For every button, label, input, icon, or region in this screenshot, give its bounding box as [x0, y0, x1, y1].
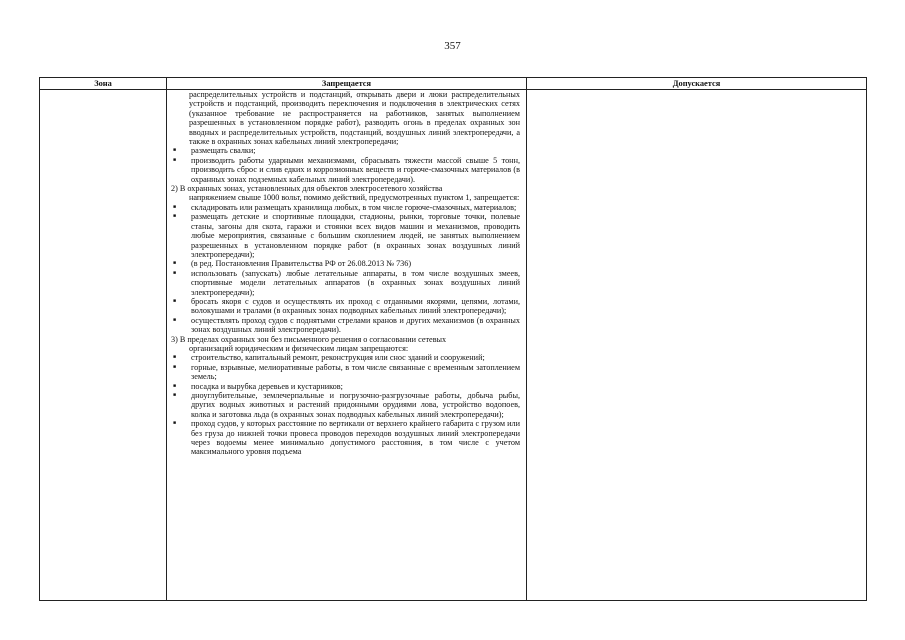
- bullet-square-icon: ■: [173, 317, 177, 323]
- list-item-text: осуществлять проход судов с поднятыми стрелами кранов и других механизмов (в охранных зонах воздушных линий электропередачи).: [191, 315, 520, 335]
- list-item: [171, 391, 520, 419]
- list-item-text: проход судов, у которых расстояние по вертикали от верхнего крайнего габарита с грузом или без груза до нижней точки провеса проводов переходов воздушных линий электропередачи через водоемы менее минимально допустимого расстояния, в том числе с учетом максимального уровня подъема: [191, 419, 520, 457]
- numbered-paragraph-continuation: напряжением свыше 1000 вольт, помимо действий, предусмотренных пунктом 1, запрещается:: [189, 193, 520, 203]
- bullet-square-icon: ■: [173, 355, 177, 361]
- bullet-square-icon: ■: [173, 383, 177, 389]
- numbered-paragraph-first-line: 3) В пределах охранных зон без письменного решения о согласовании сетевых: [171, 334, 447, 344]
- list-item: [171, 297, 520, 316]
- zone-cell: [40, 90, 167, 601]
- numbered-paragraph: [171, 184, 520, 203]
- page-number: 357: [444, 40, 461, 52]
- bullet-square-icon: ■: [173, 214, 177, 220]
- bullet-square-icon: ■: [173, 270, 177, 276]
- header-zone: Зона: [40, 78, 167, 90]
- list-item: [171, 212, 520, 259]
- list-item: [171, 353, 520, 362]
- prohibited-list: [167, 90, 526, 457]
- numbered-paragraph-first-line: 2) В охранных зонах, установленных для объектов электросетевого хозяйства: [171, 184, 443, 194]
- numbered-paragraph: [171, 335, 520, 354]
- bullet-square-icon: ■: [173, 261, 177, 267]
- header-allowed: Допускается: [527, 78, 867, 90]
- list-item-text: горные, взрывные, мелиоративные работы, в том числе связанные с временным затоплением земель;: [191, 362, 520, 382]
- list-item-text: строительство, капитальный ремонт, реконструкция или снос зданий и сооружений;: [191, 353, 485, 363]
- bullet-square-icon: ■: [173, 298, 177, 304]
- allowed-cell: [527, 90, 867, 601]
- list-item-text: производить работы ударными механизмами, сбрасывать тяжести массой свыше 5 тонн, производить сброс и слив едких и коррозионных веществ и горюче-смазочных материалов (в охранных зонах подземных кабельных линий электропередачи).: [191, 155, 520, 184]
- numbered-paragraph-continuation: организаций юридическим и физическим лицам запрещаются:: [189, 343, 409, 353]
- paragraph-continuation: распределительных устройств и подстанций, открывать двери и люки распределительных устройств и подстанций, производить переключения и подключения в электрических сетях (указанное требование не распространяется на работников, занятых выполнением разрешенных в установленном порядке работ), разводить огонь в пределах охранных зон вводных и распределительных устройств, подстанций, воздушных линий электропередачи, а также в охранных зонах кабельных линий электропередачи;: [189, 90, 520, 147]
- prohibited-cell: [167, 90, 527, 601]
- list-item-text: посадка и вырубка деревьев и кустарников;: [191, 381, 343, 391]
- list-item-text: дноуглубительные, землечерпальные и погрузочно-разгрузочные работы, добыча рыбы, других водных животных и растений придонными орудиями лова, устройство водопоев, колка и заготовка льда (в охранных зонах подводных кабельных линий электропередачи);: [191, 391, 520, 419]
- list-item: [171, 419, 520, 457]
- bullet-square-icon: ■: [173, 393, 177, 398]
- table-header-row: [40, 78, 867, 90]
- regulations-table: [39, 77, 867, 601]
- bullet-square-icon: ■: [173, 204, 177, 210]
- list-item-text: размещать детские и спортивные площадки, стадионы, рынки, торговые точки, полевые станы, загоны для скота, гаражи и стоянки всех видов машин и механизмов, проводить любые мероприятия, связанные с большим скоплением людей, не занятых выполнением разрешенных в установленном порядке работ (в охранных зонах воздушных линий электропередачи);: [191, 212, 520, 259]
- bullet-square-icon: ■: [173, 421, 177, 427]
- list-item-text: складировать или размещать хранилища любых, в том числе горюче-смазочных, материалов;: [191, 202, 517, 212]
- bullet-square-icon: ■: [173, 364, 177, 370]
- list-item: [171, 156, 520, 184]
- list-item: [171, 269, 520, 297]
- list-item: [171, 146, 520, 155]
- list-item: [171, 382, 520, 391]
- header-prohibited: Запрещается: [167, 78, 527, 90]
- list-item-text: бросать якоря с судов и осуществлять их проход с отданными якорями, цепями, лотами, волокушами и тралами (в охранных зонах подводных кабельных линий электропередачи);: [191, 296, 520, 316]
- list-item: [171, 203, 520, 212]
- list-item: [171, 316, 520, 335]
- list-item-text: размещать свалки;: [191, 146, 256, 156]
- list-item-text: (в ред. Постановления Правительства РФ от 26.08.2013 № 736): [191, 259, 412, 269]
- list-item: [171, 259, 520, 268]
- bullet-square-icon: ■: [173, 157, 177, 163]
- table-row: [40, 90, 867, 601]
- list-item-text: использовать (запускать) любые летательные аппараты, в том числе воздушных змеев, спортивные модели летательных аппаратов (в охранных зонах воздушных линий электропередачи);: [191, 268, 520, 297]
- bullet-square-icon: ■: [173, 148, 177, 154]
- list-item: [171, 363, 520, 382]
